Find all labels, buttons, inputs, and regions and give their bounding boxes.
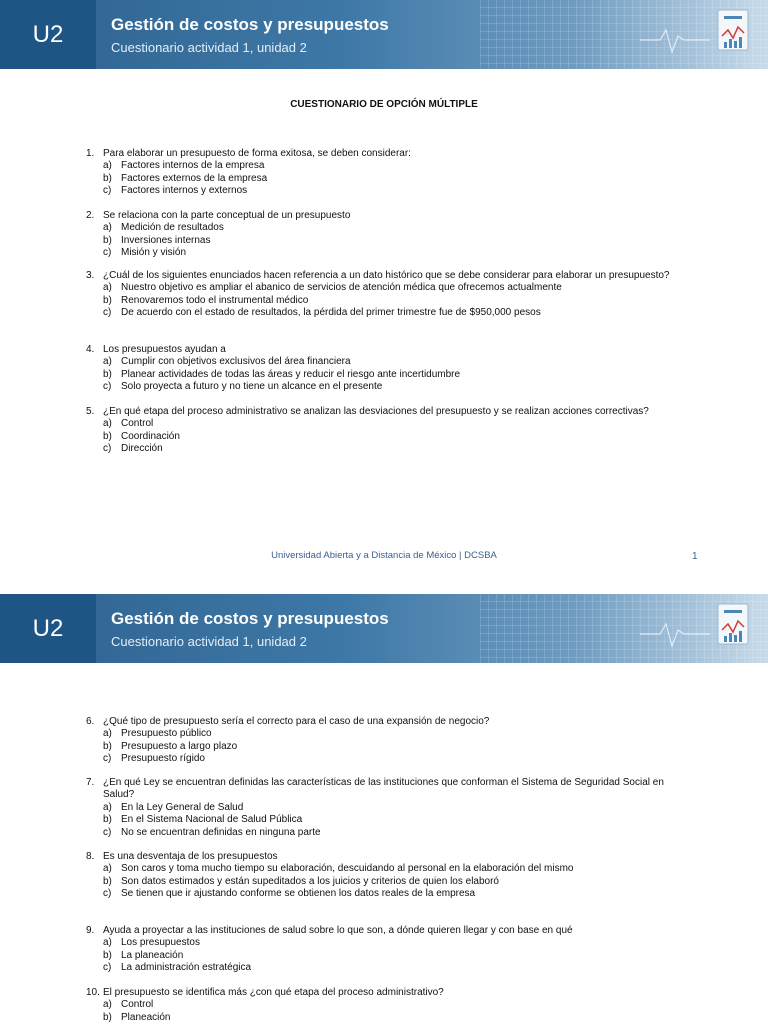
option-letter: a)	[103, 356, 112, 368]
option-text: Son caros y toma mucho tiempo su elaboración, descuidando al personal en la elaboración del mismo	[121, 863, 574, 875]
question-text: El presupuesto se identifica más ¿con qué etapa del proceso administrativo?	[103, 987, 444, 998]
question-text: ¿Qué tipo de presupuesto sería el correcto para el caso de una expansión de negocio?	[103, 716, 490, 727]
answer-option	[86, 185, 696, 197]
option-text: Son datos estimados y están supeditados a los juicios y criterios de quien los elaboró	[121, 875, 499, 887]
answer-option	[86, 282, 696, 294]
answer-option	[86, 741, 696, 753]
question-stem	[86, 716, 696, 728]
question-3	[86, 270, 696, 320]
question-stem	[86, 344, 696, 356]
question-number: 10.	[86, 987, 100, 998]
option-letter: c)	[103, 247, 112, 259]
page-header-2	[0, 594, 768, 663]
option-letter: a)	[103, 222, 112, 234]
option-text: Factores externos de la empresa	[121, 172, 268, 184]
option-letter: a)	[103, 999, 112, 1011]
medical-chart-icon	[640, 0, 768, 69]
question-text: Se relaciona con la parte conceptual de un presupuesto	[103, 210, 351, 221]
question-stem	[86, 270, 696, 282]
option-letter: a)	[103, 937, 112, 949]
answer-option	[86, 443, 696, 455]
option-text: Presupuesto a largo plazo	[121, 740, 238, 752]
question-stem	[86, 925, 696, 937]
answer-option	[86, 937, 696, 949]
answer-option	[86, 999, 696, 1011]
question-5	[86, 406, 696, 456]
document-title: CUESTIONARIO DE OPCIÓN MÚLTIPLE	[290, 99, 478, 110]
option-text: Misión y visión	[121, 247, 187, 259]
option-text: Se tienen que ir ajustando conforme se obtienen los datos reales de la empresa	[121, 888, 476, 900]
question-10	[86, 987, 696, 1024]
answer-option	[86, 307, 696, 319]
question-stem	[86, 148, 696, 160]
option-text: No se encuentran definidas en ninguna parte	[121, 826, 321, 838]
question-number: 4.	[86, 344, 95, 355]
activity-subtitle: Cuestionario actividad 1, unidad 2	[111, 40, 307, 55]
option-letter: b)	[103, 234, 112, 246]
option-text: Solo proyecta a futuro y no tiene un alcance en el presente	[121, 381, 383, 393]
option-letter: b)	[103, 368, 112, 380]
option-letter: a)	[103, 728, 112, 740]
option-letter: a)	[103, 863, 112, 875]
option-text: Control	[121, 999, 154, 1011]
answer-option	[86, 728, 696, 740]
option-text: Presupuesto rígido	[121, 753, 205, 765]
answer-option	[86, 418, 696, 430]
question-stem	[86, 851, 696, 863]
question-8	[86, 851, 696, 901]
unit-label: U2	[0, 0, 96, 69]
question-text: Para elaborar un presupuesto de forma exitosa, se deben considerar:	[103, 148, 411, 159]
option-letter: b)	[103, 172, 112, 184]
answer-option	[86, 814, 696, 826]
option-text: Cumplir con objetivos exclusivos del área financiera	[121, 356, 351, 368]
option-text: Coordinación	[121, 430, 180, 442]
option-text: Medición de resultados	[121, 222, 224, 234]
option-letter: c)	[103, 381, 112, 393]
option-text: Control	[121, 418, 154, 430]
answer-option	[86, 235, 696, 247]
option-text: En el Sistema Nacional de Salud Pública	[121, 814, 303, 826]
question-text: Ayuda a proyectar a las instituciones de salud sobre lo que son, a dónde quieren llegar y con base en qué	[103, 925, 573, 936]
option-letter: b)	[103, 294, 112, 306]
answer-option	[86, 863, 696, 875]
question-6	[86, 716, 696, 766]
question-number: 3.	[86, 270, 95, 281]
answer-option	[86, 295, 696, 307]
option-letter: c)	[103, 962, 112, 974]
question-number: 8.	[86, 851, 95, 862]
answer-option	[86, 222, 696, 234]
option-text: Inversiones internas	[121, 234, 211, 246]
question-number: 1.	[86, 148, 95, 159]
answer-option	[86, 827, 696, 839]
question-9	[86, 925, 696, 975]
option-letter: b)	[103, 740, 112, 752]
option-text: La administración estratégica	[121, 962, 252, 974]
option-text: Los presupuestos	[121, 937, 200, 949]
option-letter: b)	[103, 875, 112, 887]
option-text: Dirección	[121, 443, 163, 455]
page-header-1	[0, 0, 768, 69]
answer-option	[86, 753, 696, 765]
question-stem	[86, 210, 696, 222]
option-text: Planeación	[121, 1011, 171, 1023]
answer-option	[86, 950, 696, 962]
option-text: Renovaremos todo el instrumental médico	[121, 294, 309, 306]
option-text: En la Ley General de Salud	[121, 801, 244, 813]
answer-option	[86, 356, 696, 368]
page-footer: Universidad Abierta y a Distancia de México | DCSBA	[271, 550, 497, 561]
question-text: ¿En qué etapa del proceso administrativo se analizan las desviaciones del presupuesto y se realizan acciones correctivas?	[103, 406, 649, 417]
option-letter: a)	[103, 801, 112, 813]
activity-subtitle: Cuestionario actividad 1, unidad 2	[111, 634, 307, 649]
option-text: Factores internos de la empresa	[121, 160, 265, 172]
answer-option	[86, 160, 696, 172]
medical-chart-icon	[640, 594, 768, 663]
course-title: Gestión de costos y presupuestos	[111, 609, 389, 628]
question-1	[86, 148, 696, 198]
question-text: Los presupuestos ayudan a	[103, 344, 226, 355]
question-text: ¿En qué Ley se encuentran definidas las características de las instituciones que conforman el Sistema de Seguridad Social en Salud?	[103, 777, 664, 801]
option-text: Planear actividades de todas las áreas y reducir el riesgo ante incertidumbre	[121, 368, 461, 380]
answer-option	[86, 876, 696, 888]
question-text: Es una desventaja de los presupuestos	[103, 851, 278, 862]
question-number: 6.	[86, 716, 95, 727]
answer-option	[86, 381, 696, 393]
option-text: Factores internos y externos	[121, 185, 248, 197]
answer-option	[86, 369, 696, 381]
question-number: 2.	[86, 210, 95, 221]
question-stem	[86, 777, 696, 802]
option-letter: c)	[103, 753, 112, 765]
question-number: 7.	[86, 777, 95, 788]
question-number: 9.	[86, 925, 95, 936]
answer-option	[86, 962, 696, 974]
option-letter: c)	[103, 185, 112, 197]
option-letter: a)	[103, 282, 112, 294]
option-letter: c)	[103, 888, 112, 900]
question-stem	[86, 987, 696, 999]
option-letter: b)	[103, 949, 112, 961]
answer-option	[86, 173, 696, 185]
option-text: Nuestro objetivo es ampliar el abanico de servicios de atención médica que ofrecemos actualmente	[121, 282, 562, 294]
question-7	[86, 777, 696, 839]
option-letter: b)	[103, 814, 112, 826]
question-number: 5.	[86, 406, 95, 417]
unit-label: U2	[0, 594, 96, 663]
answer-option	[86, 888, 696, 900]
answer-option	[86, 802, 696, 814]
option-letter: c)	[103, 307, 112, 319]
question-text: ¿Cuál de los siguientes enunciados hacen referencia a un dato histórico que se debe considerar para elaborar un presupuesto?	[103, 270, 670, 281]
option-letter: a)	[103, 418, 112, 430]
question-stem	[86, 406, 696, 418]
option-letter: b)	[103, 430, 112, 442]
option-text: De acuerdo con el estado de resultados, la pérdida del primer trimestre fue de $950,000 pesos	[121, 307, 541, 319]
option-text: Presupuesto público	[121, 728, 212, 740]
question-4	[86, 344, 696, 394]
option-letter: a)	[103, 160, 112, 172]
answer-option	[86, 431, 696, 443]
option-letter: b)	[103, 1011, 112, 1023]
course-title: Gestión de costos y presupuestos	[111, 15, 389, 34]
option-letter: c)	[103, 826, 112, 838]
answer-option	[86, 1012, 696, 1024]
answer-option	[86, 247, 696, 259]
page-number: 1	[692, 551, 698, 562]
option-text: La planeación	[121, 949, 184, 961]
question-2	[86, 210, 696, 260]
option-letter: c)	[103, 443, 112, 455]
